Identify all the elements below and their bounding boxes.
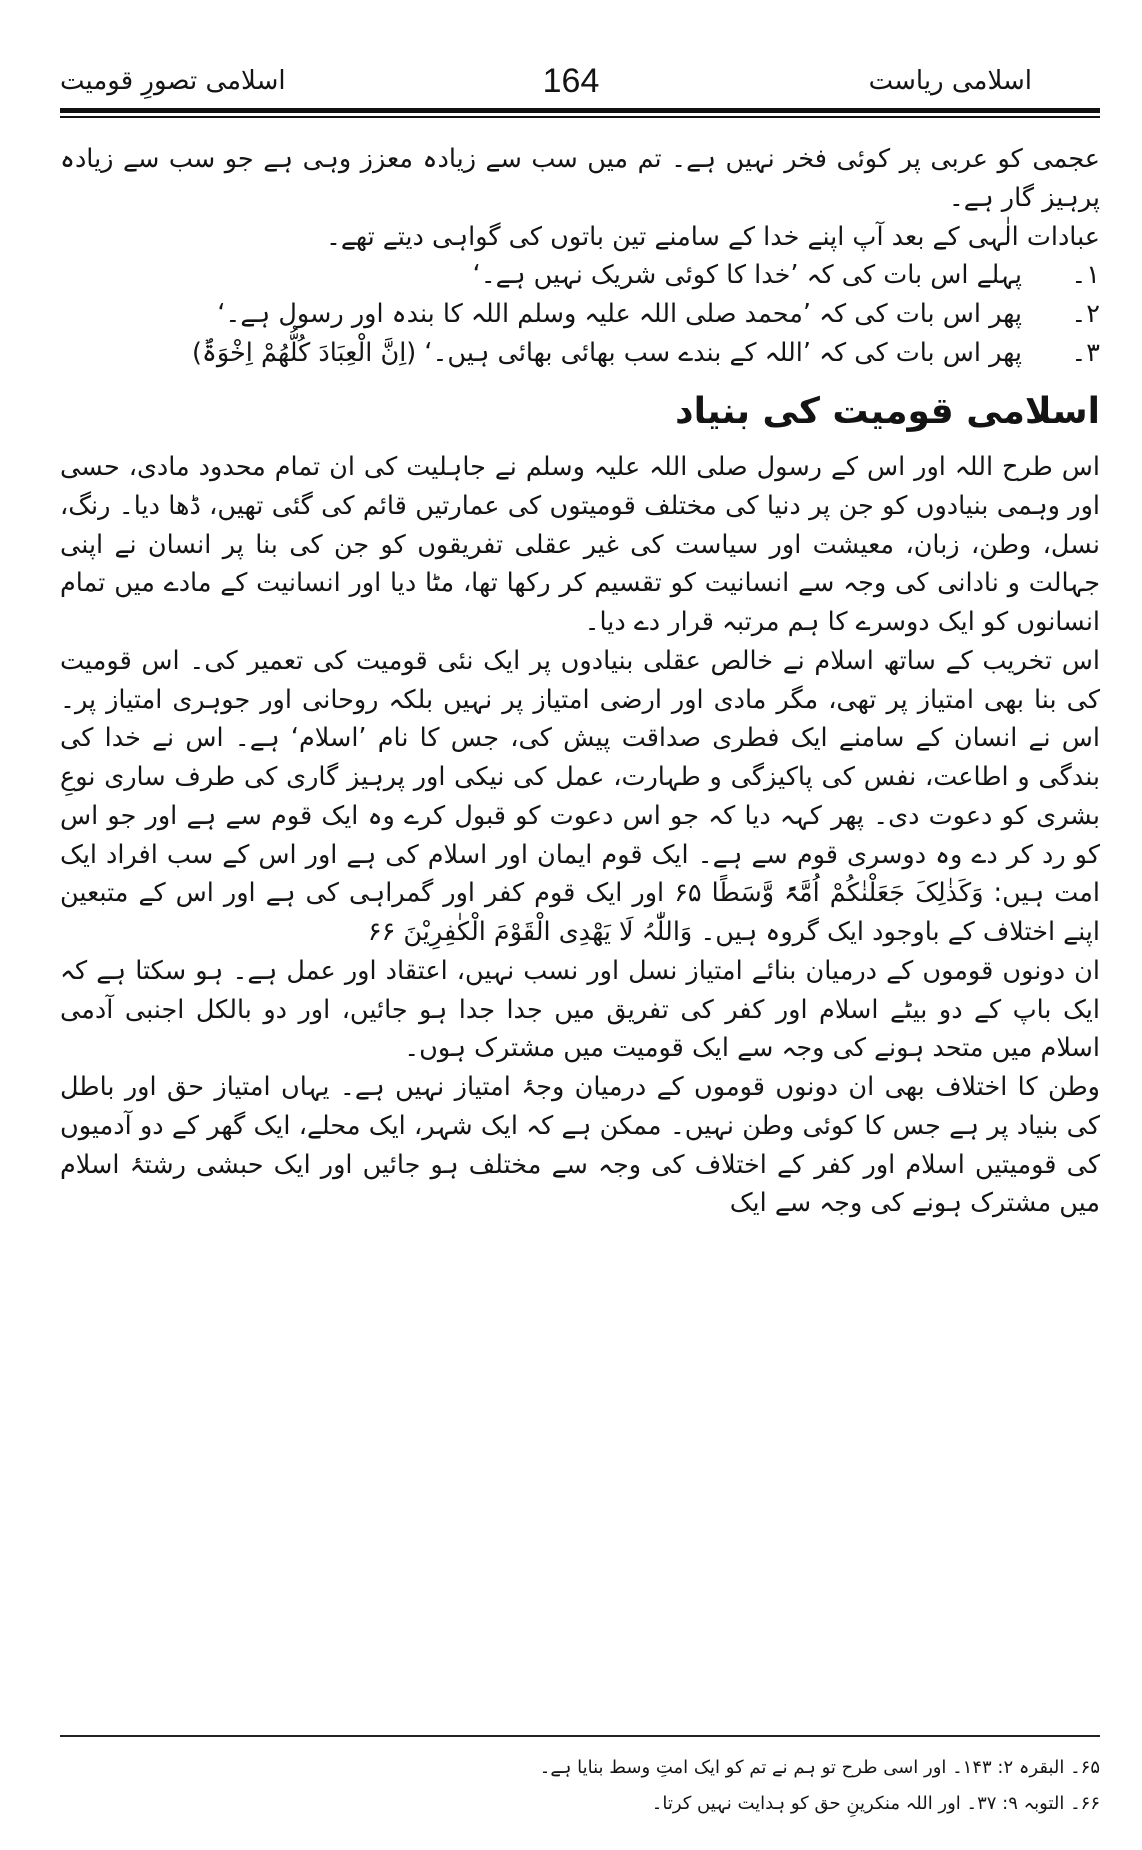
page-body	[60, 140, 1100, 1223]
list-number: ۱۔	[1071, 260, 1100, 291]
intro-line: عبادات الٰہی کے بعد آپ اپنے خدا کے سامنے تین باتوں کی گواہی دیتے تھے۔	[325, 221, 1100, 252]
header-rule-thin	[60, 116, 1100, 118]
list-text: پھر اس بات کی کہ ’محمد صلی اللہ علیہ وسلم اللہ کا بندہ اور رسول ہے۔‘	[217, 299, 1022, 329]
list-text: پھر اس بات کی کہ ’اللہ کے بندے سب بھائی بھائی ہیں۔‘ (اِنَّ الْعِبَادَ کُلُّھُمْ اِخْوَۃٌ)	[191, 337, 1022, 368]
paragraph: وطن کا اختلاف بھی ان دونوں قوموں کے درمیان وجۂ امتیاز نہیں ہے۔ یہاں امتیاز حق اور باطل کی بنیاد پر ہے جس کا کوئی وطن نہیں۔ ممکن ہے کہ ایک شہر، ایک محلے، ایک گھر کے دو آدمیوں کی قومیتیں اسلام اور کفر کے اختلاف کی وجہ سے مختلف ہو جائیں اور ایک حبشی رشتۂ اسلام میں مشترک ہونے کی وجہ سے ایک	[60, 1072, 1100, 1219]
intro-line: عجمی کو عربی پر کوئی فخر نہیں ہے۔ تم میں سب سے زیادہ معزز وہی ہے جو سب سے زیادہ پرہیز گار ہے۔	[60, 144, 1100, 213]
running-header-book-title: اسلامی ریاست	[868, 66, 1032, 96]
testimony-list-item	[60, 334, 1100, 373]
running-header-chapter-title: اسلامی تصورِ قومیت	[60, 66, 286, 96]
footnote: ۶۶۔ التوبہ ۹: ۳۷۔ اور اللہ منکرینِ حق کو ہدایت نہیں کرتا۔	[651, 1793, 1100, 1814]
testimony-list-item	[60, 256, 1100, 295]
footnote-rule	[60, 1735, 1100, 1737]
section-heading: اسلامی قومیت کی بنیاد	[675, 390, 1100, 432]
header-rule-thick	[60, 108, 1100, 113]
paragraph: اس تخریب کے ساتھ اسلام نے خالص عقلی بنیادوں پر ایک نئی قومیت کی تعمیر کی۔ اس قومیت کی بنا بھی امتیاز پر تھی، مگر مادی اور ارضی امتیاز پر نہیں بلکہ روحانی اور جوہری امتیاز پر۔ اس نے انسان کے سامنے ایک فطری صداقت پیش کی، جس کا نام ’اسلام‘ ہے۔ اس نے خدا کی بندگی و اطاعت، نفس کی پاکیزگی و طہارت، عمل کی نیکی اور پرہیز گاری کی طرف ساری نوعِ بشری کو دعوت دی۔ پھر کہہ دیا کہ جو اس دعوت کو قبول کرے وہ ایک قوم سے ہے اور جو اس کو رد کر دے وہ دوسری قوم سے ہے۔ ایک قوم ایمان اور اسلام کی ہے اور اس کے سب افراد ایک امت ہیں: وَکَذٰلِکَ جَعَلْنٰکُمْ اُمَّۃً وَّسَطًا ۶۵ اور ایک قوم کفر اور گمراہی کی ہے اور اس کے متبعین اپنے اختلاف کے باوجود ایک گروہ ہیں۔ وَاللّٰہُ لَا یَھْدِی الْقَوْمَ الْکٰفِرِیْنَ ۶۶	[60, 645, 1101, 948]
testimony-list-item	[60, 295, 1100, 334]
footnotes	[60, 1750, 1100, 1822]
paragraph: اس طرح اللہ اور اس کے رسول صلی اللہ علیہ وسلم نے جاہلیت کی ان تمام محدود مادی، حسی اور وہمی بنیادوں کو جن پر دنیا کی مختلف قومیتوں کی عمارتیں قائم کی گئی تھیں، ڈھا دیا۔ رنگ، نسل، وطن، زبان، معیشت اور سیاست کی غیر عقلی تفریقوں کو جن کی بنا پر انسان نے اپنی جہالت و نادانی کی وجہ سے انسانیت کو تقسیم کر رکھا تھا، مٹا دیا اور انسانیت کے مادے میں تمام انسانوں کو ایک دوسرے کا ہم مرتبہ قرار دے دیا۔	[60, 452, 1100, 638]
list-number: ۳۔	[1071, 337, 1100, 368]
page-number: 164	[542, 62, 600, 100]
list-text: پہلے اس بات کی کہ ’خدا کا کوئی شریک نہیں ہے۔‘	[472, 260, 1022, 291]
paragraph: ان دونوں قوموں کے درمیان بنائے امتیاز نسل اور نسب نہیں، اعتقاد اور عمل ہے۔ ہو سکتا ہے کہ ایک باپ کے دو بیٹے اسلام اور کفر کی تفریق میں جدا جدا ہو جائیں، اور دو بالکل اجنبی آدمی اسلام میں متحد ہونے کی وجہ سے ایک قومیت میں مشترک ہوں۔	[60, 955, 1100, 1064]
list-number: ۲۔	[1071, 299, 1100, 329]
footnote: ۶۵۔ البقرہ ۲: ۱۴۳۔ اور اسی طرح تو ہم نے تم کو ایک امتِ وسط بنایا ہے۔	[539, 1757, 1100, 1778]
